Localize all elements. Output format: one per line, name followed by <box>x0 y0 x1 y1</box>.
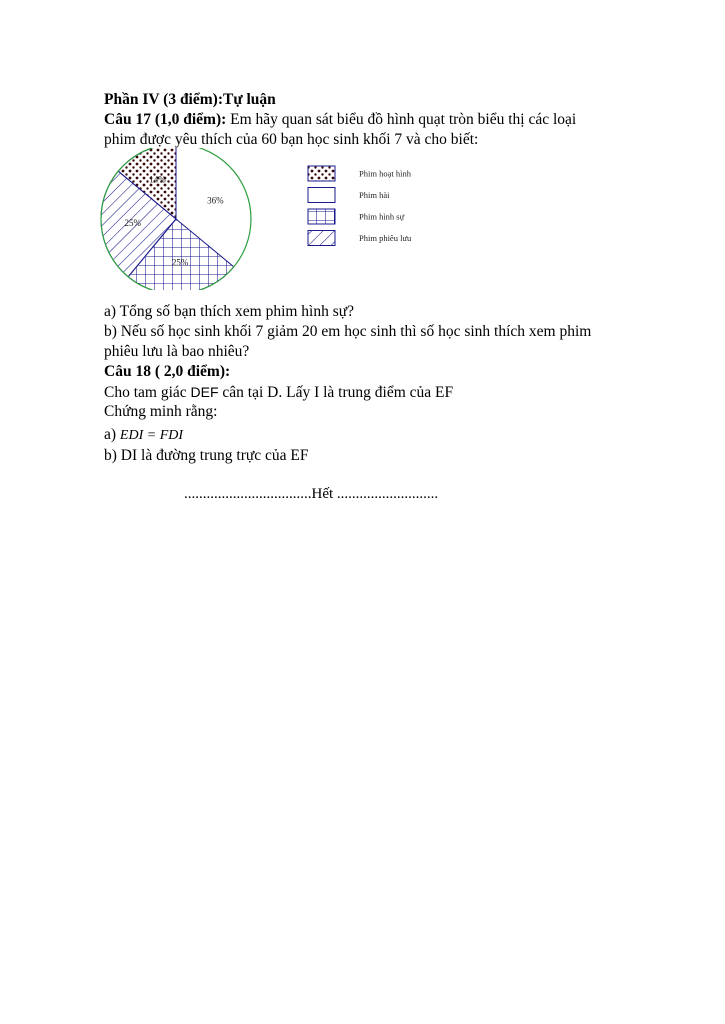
question-17-part-b-line-1: b) Nếu số học sinh khối 7 giảm 20 em học sinh thì số học sinh thích xem phim <box>104 323 592 340</box>
legend-label-phim-phiêu-lưu: Phim phiêu lưu <box>359 233 412 243</box>
pie-label-phim-phiêu-lưu: 25% <box>124 218 141 229</box>
legend-swatch-phim-hài <box>308 188 335 203</box>
question-17-part-b-line-2: phiêu lưu là bao nhiêu? <box>104 343 250 360</box>
pie-label-phim-hình-sự: 25% <box>171 257 189 268</box>
question-18-label: Câu 18 ( 2,0 điểm): <box>104 363 231 380</box>
legend-swatch-phim-hình-sự <box>308 209 335 224</box>
question-18-part-a <box>104 425 183 446</box>
legend-swatch-phim-hoạt-hình <box>308 166 335 181</box>
question-18-text-post: cân tại D. Lấy I là trung điểm của EF <box>218 384 454 401</box>
question-17-line-1 <box>104 110 576 130</box>
legend-label-phim-hài: Phim hài <box>359 190 390 200</box>
end-line: ..................................Hết ........................... <box>184 486 439 502</box>
question-17-label: Câu 17 (1,0 điểm): <box>104 111 227 128</box>
question-17-text-1: Em hãy quan sát biểu đồ hình quạt tròn biểu thị các loại <box>226 111 577 128</box>
chart-legend <box>308 166 412 246</box>
question-17-line-2: phim được yêu thích của 60 bạn học sinh khối 7 và cho biết: <box>104 131 479 148</box>
part-heading: Phần IV (3 điểm):Tự luận <box>104 91 276 108</box>
question-18-prove: Chứng minh rằng: <box>104 403 218 420</box>
angle-equation: EDI = FDI <box>119 428 184 443</box>
triangle-name: DEF <box>190 384 219 400</box>
legend-label-phim-hình-sự: Phim hình sự <box>359 211 405 222</box>
legend-swatch-phim-phiêu-lưu <box>308 231 335 246</box>
question-18-line-1 <box>104 382 453 403</box>
pie-label-phim-hài: 36% <box>207 195 224 206</box>
question-18-text-pre: Cho tam giác <box>104 384 191 401</box>
pie-chart <box>100 148 430 290</box>
question-17-part-a: a) Tổng số bạn thích xem phim hình sự? <box>104 303 355 320</box>
part-a-label: a) <box>104 426 120 443</box>
question-18-part-b: b) DI là đường trung trực của EF <box>104 447 309 464</box>
legend-label-phim-hoạt-hình: Phim hoạt hình <box>359 168 411 179</box>
pie-label-phim-hoạt-hình: 14% <box>149 174 166 185</box>
